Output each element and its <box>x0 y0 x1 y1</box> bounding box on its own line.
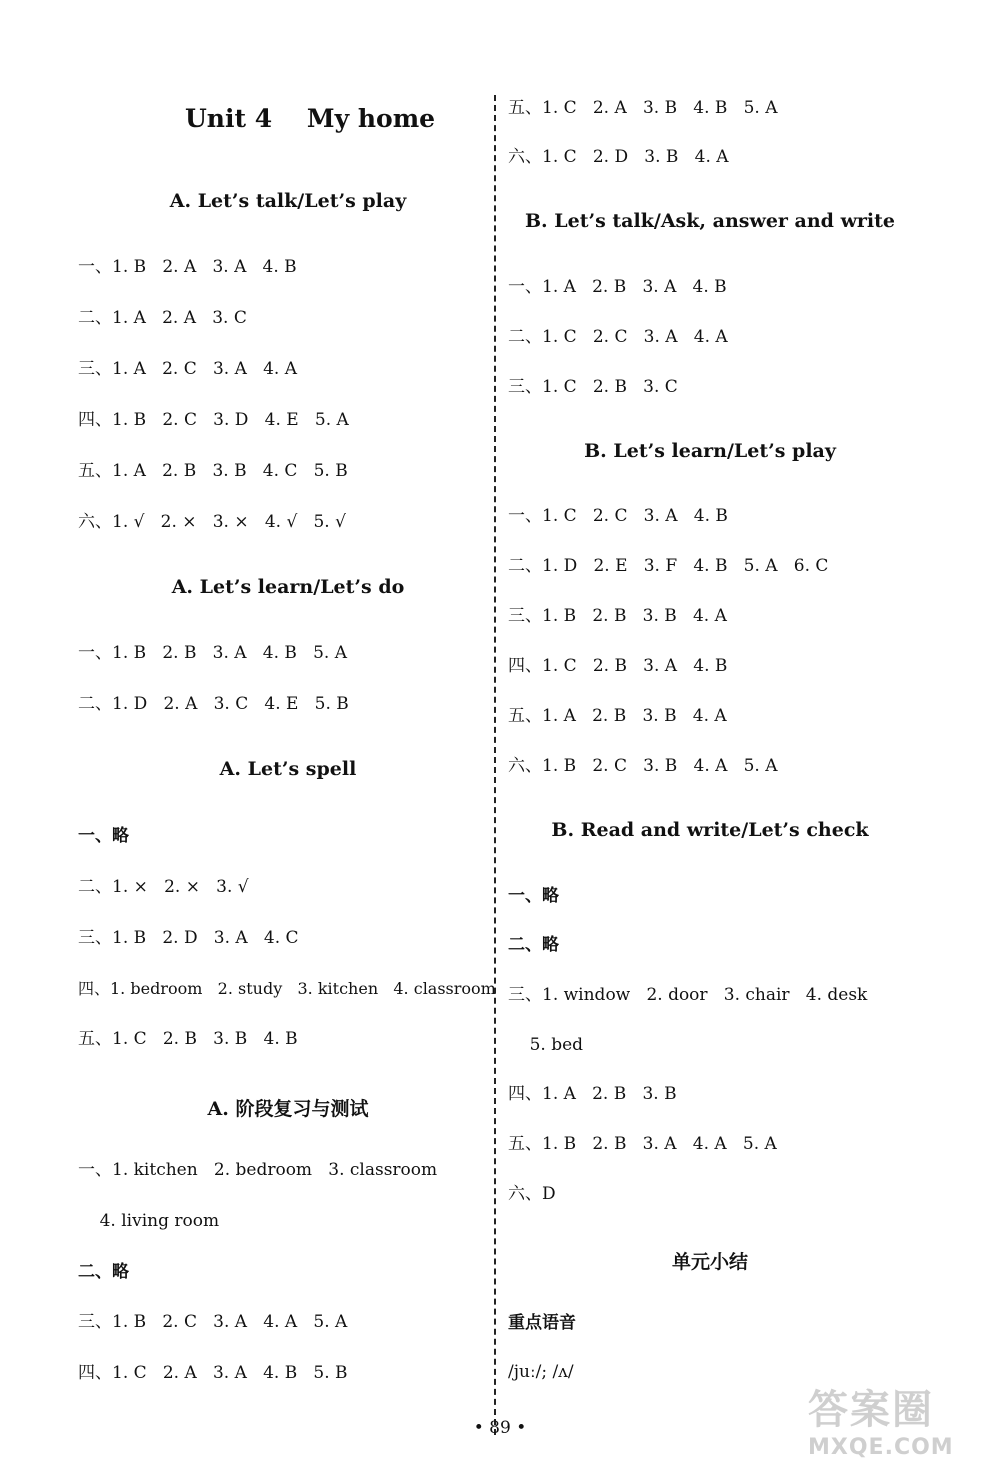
answer-row: 二、略 <box>78 1262 129 1282</box>
answer-row: 六、D <box>508 1184 556 1204</box>
section-title: A. Let’s spell <box>219 758 357 780</box>
answer-row: 四、1. C 2. A 3. A 4. B 5. B <box>78 1363 348 1383</box>
subsection-title: 重点语音 <box>508 1313 576 1333</box>
watermark-logo <box>808 1378 988 1458</box>
answer-row: 三、1. C 2. B 3. C <box>508 377 678 397</box>
answer-row: 二、1. × 2. × 3. √ <box>78 877 249 897</box>
answer-row: 五、1. B 2. B 3. A 4. A 5. A <box>508 1134 777 1154</box>
section-title: B. Read and write/Let’s check <box>551 819 869 841</box>
answer-row: 一、略 <box>508 886 559 906</box>
section-title: B. Let’s learn/Let’s play <box>584 440 836 462</box>
answer-row: 二、略 <box>508 935 559 955</box>
answer-row: 三、1. B 2. B 3. B 4. A <box>508 606 727 626</box>
watermark-url: MXQE.COM <box>808 1435 954 1460</box>
answer-row: 一、1. B 2. B 3. A 4. B 5. A <box>78 643 347 663</box>
answer-row: 三、1. window 2. door 3. chair 4. desk <box>508 985 868 1005</box>
section-title: B. Let’s talk/Ask, answer and write <box>524 210 896 232</box>
answer-row: 二、1. A 2. A 3. C <box>78 308 247 328</box>
answer-row: 一、1. A 2. B 3. A 4. B <box>508 277 727 297</box>
section-title: A. 阶段复习与测试 <box>207 1098 369 1120</box>
answer-row: 一、1. B 2. A 3. A 4. B <box>78 257 297 277</box>
answer-row: 六、1. B 2. C 3. B 4. A 5. A <box>508 756 778 776</box>
answer-row: 一、1. kitchen 2. bedroom 3. classroom <box>78 1160 438 1180</box>
answer-row: 一、1. C 2. C 3. A 4. B <box>508 506 728 526</box>
answer-row: 五、1. C 2. B 3. B 4. B <box>78 1029 298 1049</box>
answer-row: 二、1. C 2. C 3. A 4. A <box>508 327 728 347</box>
phonetic-text: /juː/; /ʌ/ <box>508 1362 574 1382</box>
answer-row: 三、1. A 2. C 3. A 4. A <box>78 359 297 379</box>
section-title: 单元小结 <box>671 1251 748 1273</box>
section-title: A. Let’s talk/Let’s play <box>169 190 407 212</box>
answer-row: 二、1. D 2. E 3. F 4. B 5. A 6. C <box>508 556 829 576</box>
answer-row: 四、1. A 2. B 3. B <box>508 1084 677 1104</box>
answer-row: 4. living room <box>78 1211 220 1231</box>
answer-row: 一、略 <box>78 826 129 846</box>
column-divider <box>494 95 496 1435</box>
answer-row: 5. bed <box>508 1035 584 1055</box>
section-title: A. Let’s learn/Let’s do <box>171 576 405 598</box>
answer-row: 四、1. B 2. C 3. D 4. E 5. A <box>78 410 349 430</box>
answer-row: 五、1. A 2. B 3. B 4. A <box>508 706 727 726</box>
page-number: • 89 • <box>473 1418 527 1438</box>
unit-title: Unit 4 My home <box>185 104 436 133</box>
answer-row: 四、1. bedroom 2. study 3. kitchen 4. classroom <box>78 979 496 998</box>
answer-row: 二、1. D 2. A 3. C 4. E 5. B <box>78 694 349 714</box>
answer-row: 三、1. B 2. C 3. A 4. A 5. A <box>78 1312 348 1332</box>
answer-row: 五、1. A 2. B 3. B 4. C 5. B <box>78 461 348 481</box>
answer-row: 六、1. C 2. D 3. B 4. A <box>508 147 729 167</box>
answer-row: 六、1. √ 2. × 3. × 4. √ 5. √ <box>78 512 346 532</box>
answer-row: 四、1. C 2. B 3. A 4. B <box>508 656 728 676</box>
answer-row: 三、1. B 2. D 3. A 4. C <box>78 928 299 948</box>
answer-row: 五、1. C 2. A 3. B 4. B 5. A <box>508 98 778 118</box>
watermark-text: 答案圈 <box>808 1387 934 1433</box>
